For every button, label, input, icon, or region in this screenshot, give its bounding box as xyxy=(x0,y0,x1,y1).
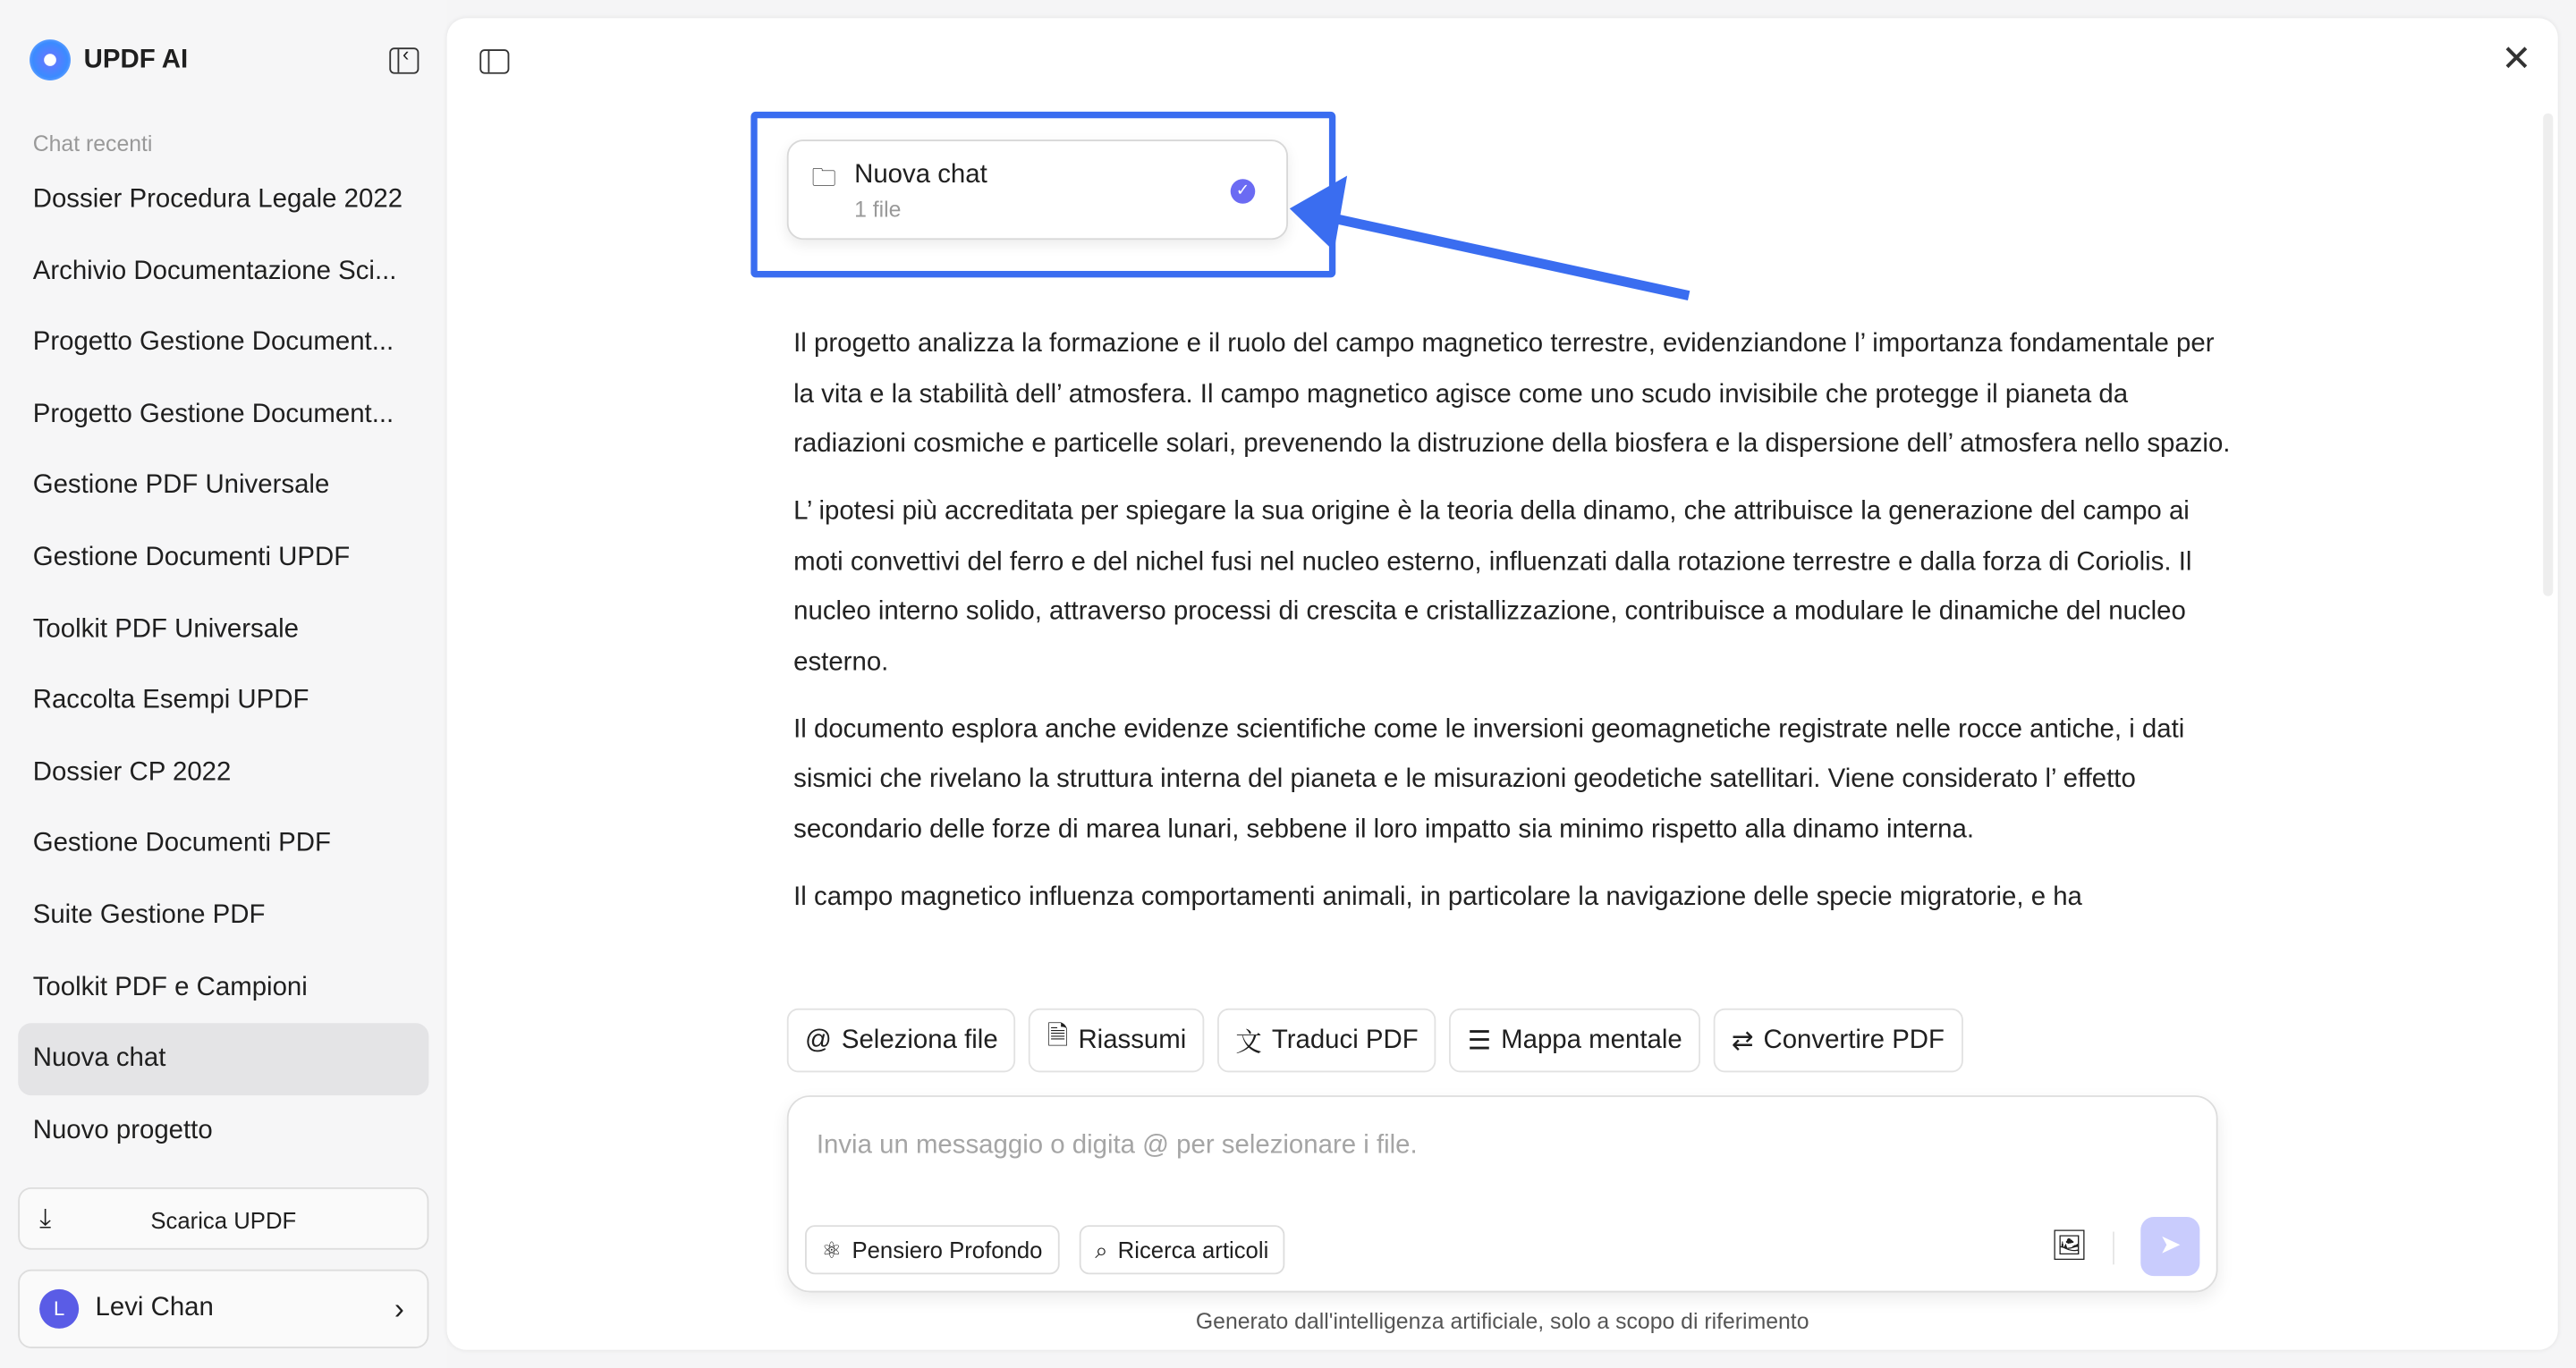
sidebar xyxy=(0,0,447,1368)
sidebar-chat-item[interactable]: Dossier CP 2022 xyxy=(32,758,232,787)
label: Seleziona file xyxy=(841,1026,998,1054)
paragraph: Il progetto analizza la formazione e il ruolo del campo magnetico terrestre, evidenziandone l’ importanza fondamentale per la vita e la stabilità dell’ atmosfera. Il campo magnetico agisce come uno scudo invisibile che protegge il pianeta da radiazioni cosmiche e particelle solari, prevenendo la distruzione della biosfera e la dispersione dell’ atmosfera nello spazio. xyxy=(793,330,2231,459)
sidebar-chat-item[interactable]: Toolkit PDF Universale xyxy=(32,614,299,644)
sidebar-chat-item[interactable]: Toolkit PDF e Campioni xyxy=(32,973,308,1001)
deep-thinking-toggle[interactable] xyxy=(805,1225,1059,1274)
mind-map-button[interactable] xyxy=(1450,1009,1700,1073)
translate-icon: 文 xyxy=(1235,1029,1262,1058)
app-title: UPDF AI xyxy=(83,45,189,73)
translate-button[interactable] xyxy=(1217,1009,1436,1073)
paragraph: Il documento esplora anche evidenze scientifiche come le inversioni geomagnetiche registrate nelle rocce antiche, i dati sismici che rivelano la struttura interna del pianeta e le misurazioni geodetiche satellitari. Viene considerato l’ effetto secondario delle forze di marea lunari, sebbene il loro impatto sia minimo rispetto alla dinamo interna. xyxy=(793,714,2185,844)
summary-text xyxy=(793,320,2231,970)
label: Convertire PDF xyxy=(1763,1026,1945,1054)
label: Riassumi xyxy=(1078,1026,1187,1054)
sidebar-chat-item[interactable]: Gestione Documenti UPDF xyxy=(32,543,351,572)
section-label: Chat recenti xyxy=(32,131,153,156)
download-icon: ⤓ xyxy=(39,1205,52,1234)
paragraph: Il campo magnetico influenza comportamenti animali, in particolare la navigazione delle specie migratorie, e ha xyxy=(793,882,2082,911)
annotation-arrow xyxy=(447,18,2558,346)
convert-icon: ⇄ xyxy=(1731,1026,1754,1056)
select-file-button[interactable] xyxy=(787,1009,1016,1073)
atom-icon: ⚛ xyxy=(821,1236,843,1262)
folder-icon: 🗀 xyxy=(811,164,836,192)
disclaimer: Generato dall'intelligenza artificiale, solo a scopo di riferimento xyxy=(1195,1308,1809,1334)
sidebar-chat-item[interactable]: Raccolta Esempi UPDF xyxy=(32,687,309,715)
chat-panel xyxy=(447,18,2558,1350)
summary-icon: 🗎 xyxy=(1046,1023,1069,1051)
user-profile[interactable] xyxy=(18,1270,428,1348)
message-input[interactable] xyxy=(787,1095,2218,1292)
sidebar-chat-item[interactable]: Gestione PDF Universale xyxy=(32,471,330,501)
sidebar-chat-item[interactable]: Suite Gestione PDF xyxy=(32,901,266,930)
search-doc-icon: ⌕ xyxy=(1095,1236,1108,1262)
divider xyxy=(2113,1232,2114,1265)
label: Traduci PDF xyxy=(1271,1026,1419,1054)
user-name: Levi Chan xyxy=(95,1294,214,1322)
sidebar-chat-item[interactable]: Progetto Gestione Document... xyxy=(32,400,394,428)
avatar: L xyxy=(39,1289,79,1329)
sidebar-chat-item[interactable]: Nuovo progetto xyxy=(32,1116,213,1144)
convert-button[interactable] xyxy=(1714,1009,1963,1073)
sidebar-chat-item[interactable]: Nuova chat xyxy=(18,1024,428,1095)
send-button[interactable]: ➤ xyxy=(2140,1217,2199,1276)
sidebar-chat-item[interactable]: Progetto Gestione Document... xyxy=(32,328,394,357)
logo xyxy=(30,39,188,80)
sidebar-chat-item[interactable]: Dossier Procedura Legale 2022 xyxy=(32,185,403,214)
at-icon: @ xyxy=(804,1026,832,1054)
summarize-button[interactable] xyxy=(1030,1009,1205,1073)
card-subtitle: 1 file xyxy=(854,197,902,222)
label: Pensiero Profondo xyxy=(852,1237,1043,1263)
sidebar-chat-item[interactable]: Gestione Documenti PDF xyxy=(32,830,331,858)
download-label: Scarica UPDF xyxy=(150,1206,297,1234)
mind-map-icon: ☰ xyxy=(1467,1026,1492,1056)
collapse-sidebar-icon[interactable] xyxy=(389,47,419,73)
input-placeholder: Invia un messaggio o digita @ per selezionare i file. xyxy=(816,1131,1418,1160)
sidebar-chat-item[interactable]: Archivio Documentazione Sci... xyxy=(32,257,397,285)
label: Ricerca articoli xyxy=(1117,1237,1269,1263)
download-button[interactable] xyxy=(18,1187,428,1250)
check-icon: ✓ xyxy=(1231,179,1256,204)
chevron-right-icon: › xyxy=(394,1291,404,1325)
search-articles-toggle[interactable] xyxy=(1079,1225,1285,1274)
paragraph: L’ ipotesi più accreditata per spiegare la sua origine è la teoria della dinamo, che attribuisce la generazione del campo ai moti convettivi del ferro e del nichel fusi nel nucleo esterno, influenzati dalla rotazione terrestre e dalla forza di Coriolis. Il nucleo interno solido, attraverso processi di crescita e cristallizzazione, contribuisce a modulare le dinamiche del nucleo esterno. xyxy=(793,497,2192,676)
close-icon[interactable]: ✕ xyxy=(2501,38,2532,80)
card-title: Nuova chat xyxy=(854,160,987,190)
label: Mappa mentale xyxy=(1501,1026,1682,1054)
updf-logo-icon xyxy=(30,39,71,80)
scrollbar[interactable] xyxy=(2543,114,2553,596)
image-upload-icon[interactable]: 🖼 xyxy=(2050,1228,2089,1262)
